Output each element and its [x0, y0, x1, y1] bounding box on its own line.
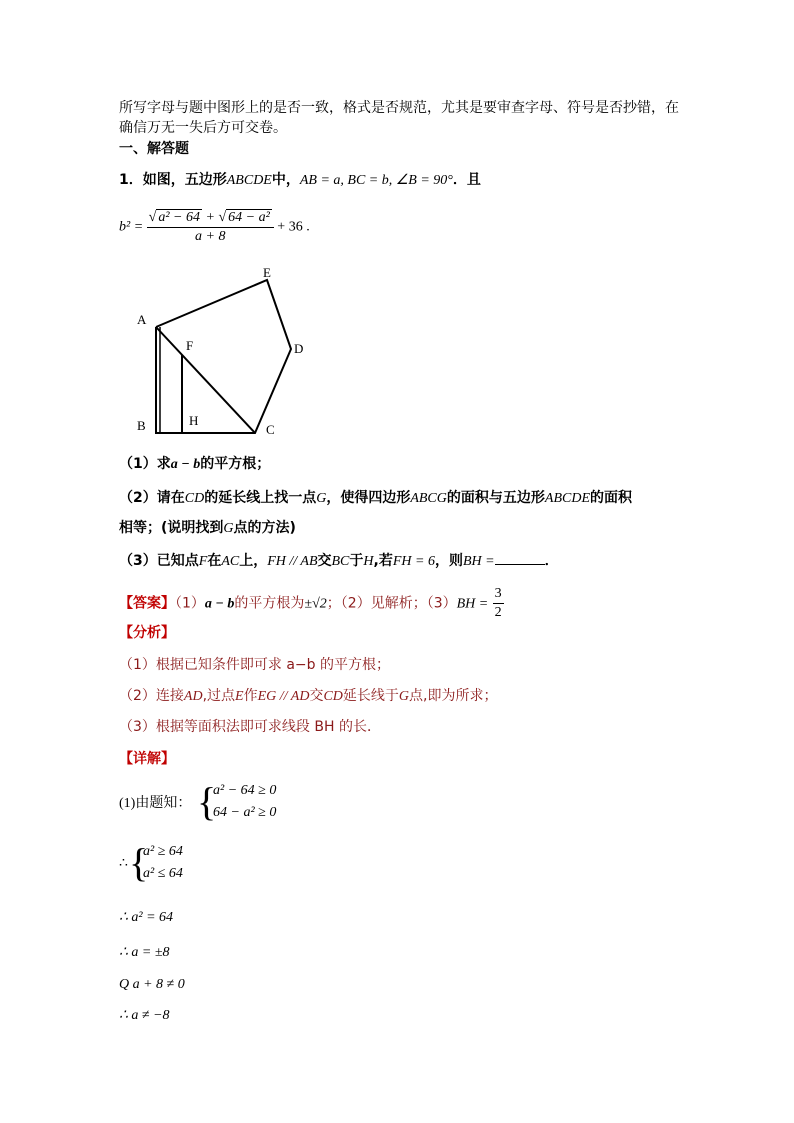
label-b: B — [137, 418, 146, 433]
intro-line-1: 所写字母与题中图形上的是否一致，格式是否规范，尤其是要审查字母、符号是否抄错，在 — [119, 100, 679, 116]
an-l2-eg: EG // AD — [257, 689, 310, 704]
p3-c: 上， — [239, 553, 268, 569]
label-e: E — [263, 265, 271, 280]
s2-row-1: a² ≥ 64 — [143, 844, 183, 859]
an-l2-g: G — [398, 689, 410, 704]
pentagon-outline — [156, 280, 291, 433]
p3-end: ． — [544, 553, 559, 569]
s2-row-2: a² ≤ 64 — [143, 866, 183, 881]
an-l2-ad: AD — [183, 689, 203, 704]
p2-d: 的面积与五边形 — [446, 490, 545, 506]
p3-h: H — [363, 554, 374, 569]
p3-ac: AC — [221, 554, 240, 569]
answer-line — [119, 585, 504, 619]
detail-tag: 【详解】 — [119, 751, 175, 767]
answer-a1-c: ；（2）见解析；（3） — [326, 595, 457, 612]
an-l2-cd: CD — [323, 689, 343, 704]
an-l2-a: （2）连接 — [119, 688, 184, 704]
eq-num-a: a² − 64 — [158, 210, 200, 225]
brace-icon: { — [197, 779, 217, 824]
p1-expr: a − b — [170, 457, 201, 472]
part-3 — [119, 550, 559, 572]
eq-fraction: $\frac{\text{√ a² − 64 + √ 64 − a²}}{a + 8}$ — [147, 209, 274, 246]
eq-den: a + 8 — [195, 229, 226, 244]
detail-step-3: ∴ a² = 64 — [119, 910, 174, 925]
detail-system-1 — [119, 780, 419, 828]
p3-g: ，则 — [434, 553, 463, 569]
p3-fh6: FH = 6 — [392, 554, 435, 569]
p2-e: 的面积 — [590, 490, 632, 506]
detail-step-5: Q a + 8 ≠ 0 — [119, 977, 185, 992]
answer-a3-lhs: BH = — [456, 596, 489, 612]
answer-a1-b: 的平方根为 — [234, 595, 305, 612]
answer-a1-expr: a − b — [204, 596, 235, 612]
part-1 — [119, 454, 270, 475]
p3-f2: ,若 — [373, 553, 393, 569]
intro-line-2: 确信万无一失后方可交卷。 — [119, 120, 287, 136]
detail-system-2 — [119, 841, 319, 889]
analysis-line-3: （3）根据等面积法即可求线段 BH 的长． — [119, 719, 381, 735]
an-l2-d: 交 — [309, 688, 324, 704]
question-1-equation — [119, 209, 310, 253]
p3-bc: BC — [331, 554, 350, 569]
s1-row-1: a² − 64 ≥ 0 — [213, 783, 277, 798]
p3-e: 于 — [349, 553, 364, 569]
label-c: C — [266, 422, 275, 437]
answer-a3-den: 2 — [494, 605, 502, 620]
q1-given: AB = a, BC = b, ∠B = 90° — [299, 173, 453, 188]
p2-b: 的延长线上找一点 — [204, 490, 317, 506]
p3-bh: BH = — [462, 554, 495, 569]
label-d: D — [294, 341, 304, 356]
p2-abcde: ABCDE — [544, 491, 590, 506]
q1-pentagon: ABCDE — [226, 173, 272, 188]
s1-prefix: (1)由题知： — [119, 795, 192, 811]
p2-l2-b: 点的方法) — [233, 520, 296, 536]
label-f: F — [186, 338, 194, 353]
s1-row-2: 64 − a² ≥ 0 — [213, 805, 277, 820]
p2-l2-a: 相等；(说明找到 — [119, 520, 224, 536]
p2-abcg: ABCG — [410, 491, 447, 506]
label-h: H — [189, 413, 199, 428]
part-2-line-1 — [119, 488, 632, 509]
eq-num-b: 64 − a² — [228, 210, 270, 225]
question-1-stem — [119, 170, 481, 191]
segment-ac — [156, 327, 255, 433]
part-2-line-2 — [119, 518, 296, 539]
analysis-line-1: （1）根据已知条件即可求 a−b 的平方根； — [119, 657, 391, 673]
p3-b: 在 — [207, 553, 222, 569]
eq-rhs: + 36 . — [277, 219, 310, 235]
an-l2-b: ,过点 — [202, 688, 236, 704]
p2-c: ，使得四边形 — [326, 490, 411, 506]
answer-a1: （1） — [175, 595, 205, 612]
eq-lhs: b² = — [119, 219, 144, 235]
detail-step-4: ∴ a = ±8 — [119, 945, 170, 960]
p2-g: G — [316, 491, 327, 506]
p1-suffix: 的平方根； — [200, 456, 271, 472]
answer-a3-num: 3 — [493, 585, 504, 604]
section-title: 一、解答题 — [119, 141, 189, 157]
p3-a: （3）已知点 — [119, 553, 199, 569]
p2-cd: CD — [184, 491, 205, 506]
p2-l2-g: G — [223, 521, 234, 536]
analysis-tag: 【分析】 — [119, 625, 175, 641]
brace-icon: { — [129, 840, 149, 885]
an-l2-e2: 延长线于 — [342, 688, 399, 704]
p1-prefix: （1）求 — [119, 456, 171, 472]
q1-mid: 中， — [271, 172, 300, 188]
s2-prefix: ∴ — [119, 856, 128, 871]
an-l2-e: E — [235, 689, 244, 704]
analysis-line-2 — [119, 686, 498, 707]
an-l2-c: 作 — [243, 688, 258, 704]
pentagon-figure — [130, 262, 320, 442]
q1-tail: ．且 — [452, 172, 481, 188]
answer-a3-frac — [493, 585, 504, 622]
p3-d: 交 — [317, 553, 332, 569]
answer-blank — [495, 550, 545, 565]
p3-fh: FH // AB — [267, 554, 318, 569]
answer-tag: 【答案】 — [119, 595, 175, 612]
answer-a1-val: ±√2 — [304, 596, 327, 612]
p3-f: F — [198, 554, 208, 569]
p2-a: （2）请在 — [119, 490, 185, 506]
q1-lead: 1．如图，五边形 — [119, 172, 227, 188]
an-l2-f: 点,即为所求； — [409, 688, 498, 704]
label-a: A — [137, 312, 147, 327]
detail-step-6: ∴ a ≠ −8 — [119, 1008, 170, 1023]
